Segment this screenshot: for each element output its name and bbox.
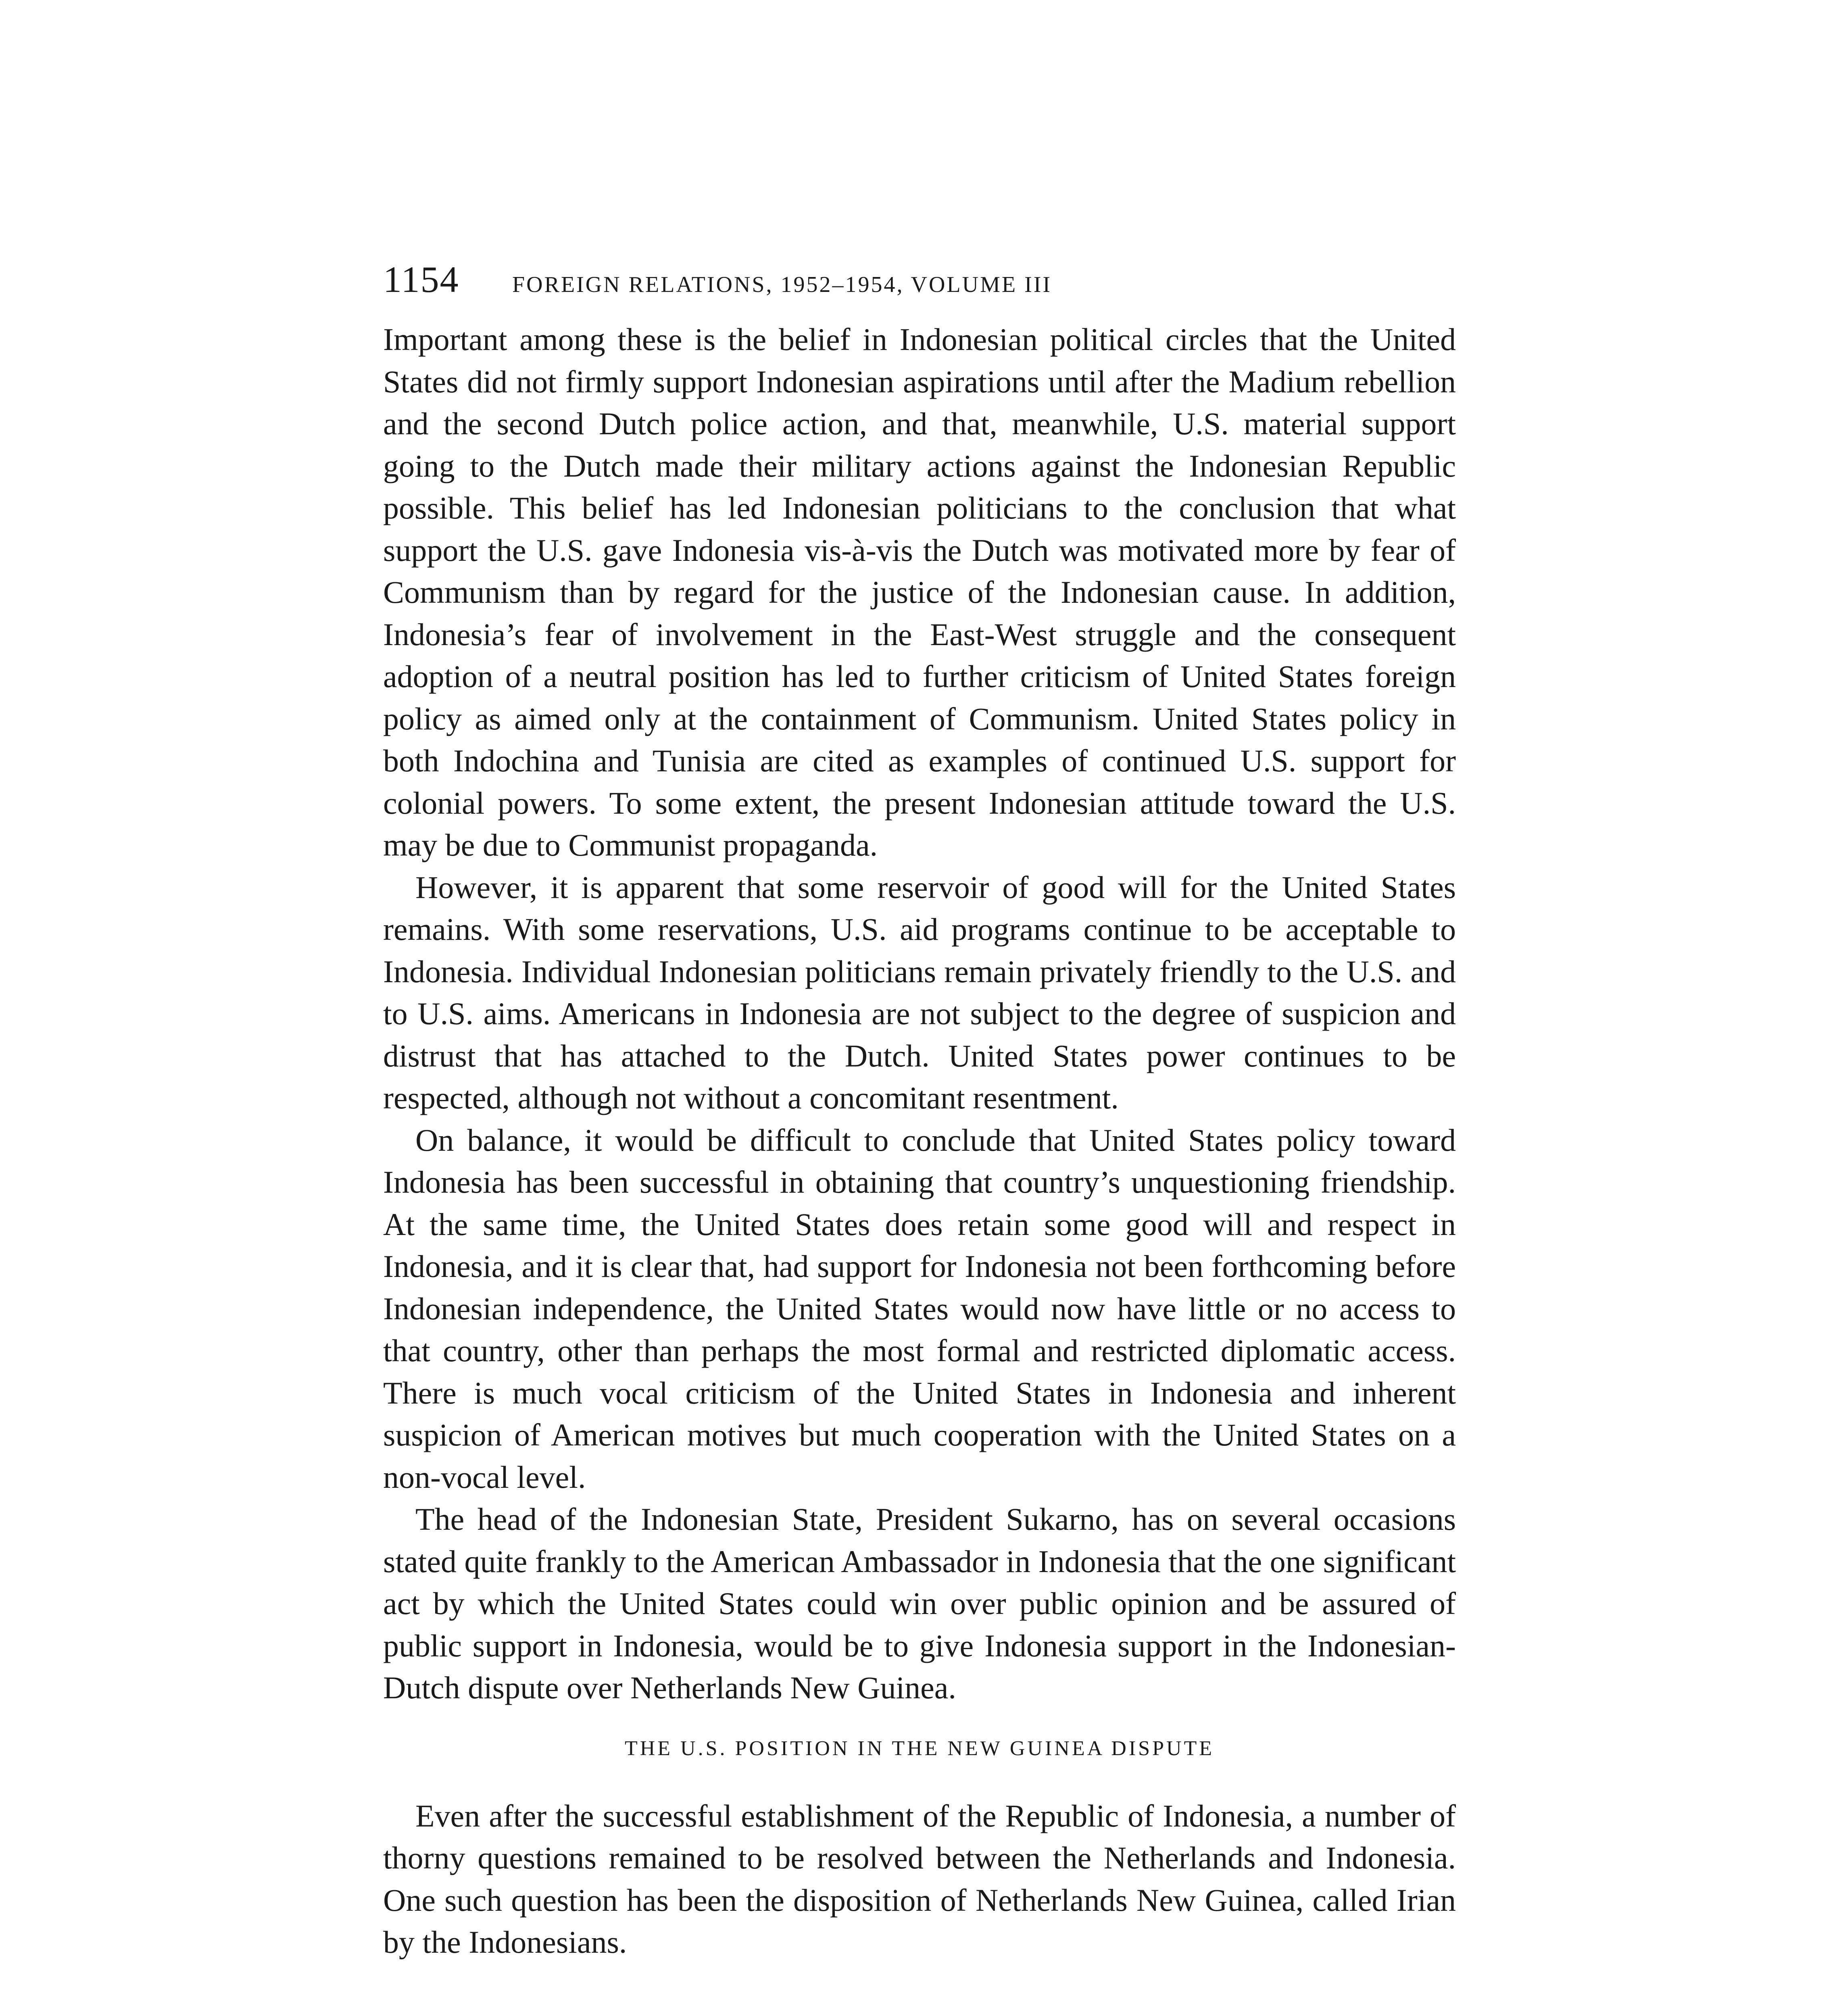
paragraph-4: The head of the Indonesian State, President Sukarno, has on several occasions stated quite frankly to the American Ambassador in Indonesia that the one significant act by which the United States could win over public opinion and be assured of public support in Indonesia, would be to give Indonesia support in the Indonesian-Dutch dispute over Netherlands New Guinea. [383, 1502, 1456, 1705]
running-head [383, 258, 1456, 310]
section-heading: THE U.S. POSITION IN THE NEW GUINEA DISPUTE [624, 1737, 1215, 1760]
document-page [383, 258, 1456, 1964]
paragraph-2: However, it is apparent that some reservoir of good will for the United States remains. With some reservations, U.S. aid programs continue to be acceptable to Indonesia. Individual Indonesian politicians remain privately friendly to the U.S. and to U.S. aims. Americans in Indonesia are not subject to the degree of suspicion and distrust that has attached to the Dutch. United States power continues to be respected, although not without a concomitant resentment. [383, 869, 1456, 1115]
journal-title: FOREIGN RELATIONS, 1952–1954, VOLUME III [512, 272, 1052, 297]
paragraph-1: Important among these is the belief in Indonesian political circles that the United States did not firmly support Indonesian aspirations until after the Madium rebellion and the second Dutch police action, and that, meanwhile, U.S. material support going to the Dutch made their military actions against the Indonesian Republic possible. This belief has led Indonesian politicians to the conclusion that what support the U.S. gave Indonesia vis-à-vis the Dutch was motivated more by fear of Communism than by regard for the justice of the Indonesian cause. In addition, Indonesia’s fear of involvement in the East-West struggle and the consequent adoption of a neutral position has led to further criticism of United States foreign policy as aimed only at the containment of Communism. United States policy in both Indochina and Tunisia are cited as examples of continued U.S. support for colonial powers. To some extent, the present Indonesian attitude toward the U.S. may be due to Communist propaganda. [383, 322, 1456, 862]
section-paragraph-1: Even after the successful establishment of the Republic of Indonesia, a number of thorny questions remained to be resolved between the Netherlands and Indonesia. One such question has been the disposition of Netherlands New Guinea, called Irian by the Indonesians. [383, 1798, 1456, 1960]
paragraph-3: On balance, it would be difficult to conclude that United States policy toward Indonesia has been successful in obtaining that country’s unquestioning friendship. At the same time, the United States does retain some good will and respect in Indonesia, and it is clear that, had support for Indonesia not been forthcoming before Indonesian independence, the United States would now have little or no access to that country, other than perhaps the most formal and restricted diplomatic access. There is much vocal criticism of the United States in Indonesia and inherent suspicion of American motives but much cooperation with the United States on a non-vocal level. [383, 1122, 1456, 1495]
page-number: 1154 [383, 259, 459, 300]
